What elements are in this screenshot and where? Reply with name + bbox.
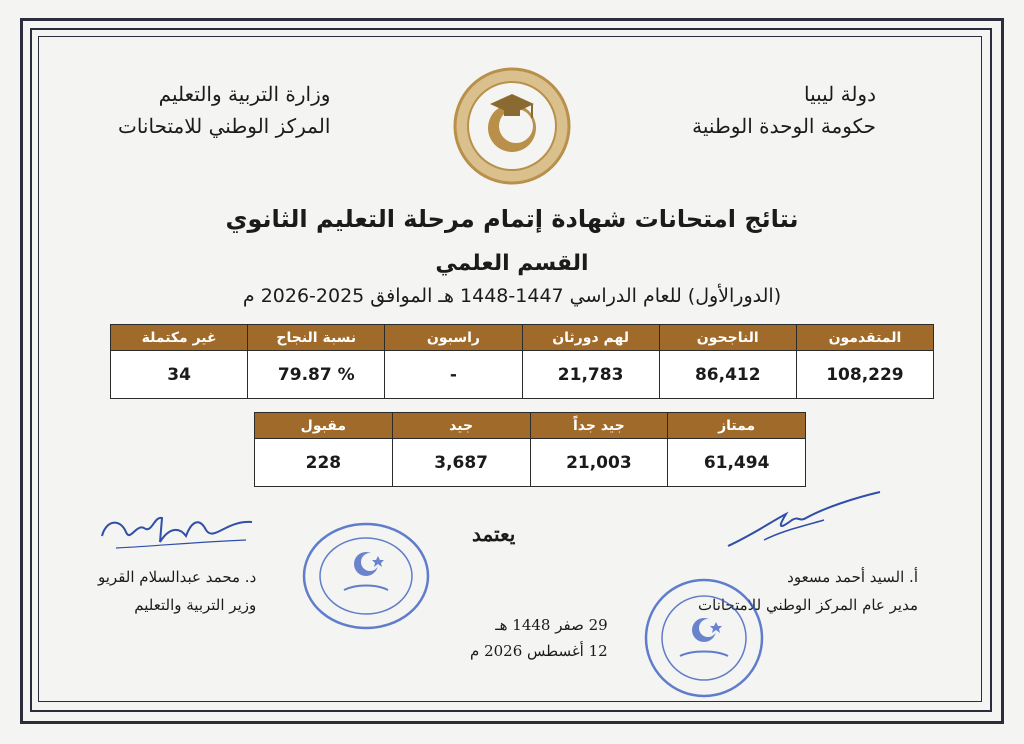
signature-right <box>724 490 884 552</box>
header-pass-rate: نسبة النجاح <box>248 325 385 351</box>
exam-center-logo-seal <box>452 66 572 186</box>
government-name: حكومة الوحدة الوطنية <box>692 114 876 138</box>
header-good: جيد <box>392 413 530 439</box>
ministry-name: وزارة التربية والتعليم <box>158 82 331 106</box>
value-failed: - <box>385 351 522 399</box>
section-title: القسم العلمي <box>435 251 589 276</box>
results-header-row <box>111 325 934 351</box>
header-left <box>118 78 330 142</box>
grades-value-row <box>255 439 806 487</box>
grades-header-row <box>255 413 806 439</box>
header-right <box>692 78 876 142</box>
signatory-right-name: أ. السيد أحمد مسعود <box>787 568 918 586</box>
signatory-left-name: د. محمد عبدالسلام القريو <box>98 568 257 586</box>
signatory-left <box>98 563 256 619</box>
header-acceptable: مقبول <box>255 413 393 439</box>
header-passed: الناجحون <box>659 325 796 351</box>
header-failed: راسبون <box>385 325 522 351</box>
date-hijri: 29 صفر 1448 هـ <box>495 616 608 634</box>
director-stamp <box>638 576 770 700</box>
signatory-right-title: مدير عام المركز الوطني للامتحانات <box>698 596 918 614</box>
header-excellent: ممتاز <box>668 413 806 439</box>
results-value-row <box>111 351 934 399</box>
value-acceptable: 228 <box>255 439 393 487</box>
session-line: (الدورالأول) للعام الدراسي 1447-1448 هـ الموافق 2025-2026 م <box>242 285 782 307</box>
issue-date <box>470 612 608 664</box>
value-passed: 86,412 <box>659 351 796 399</box>
value-incomplete: 34 <box>111 351 248 399</box>
value-second-round: 21,783 <box>522 351 659 399</box>
minister-stamp <box>300 520 432 632</box>
value-applicants: 108,229 <box>796 351 933 399</box>
value-pass-rate: % 79.87 <box>248 351 385 399</box>
state-name: دولة ليبيا <box>803 82 876 106</box>
exam-center-name: المركز الوطني للامتحانات <box>118 114 331 138</box>
approval-label: يعتمد <box>472 522 516 546</box>
value-very-good: 21,003 <box>530 439 668 487</box>
value-good: 3,687 <box>392 439 530 487</box>
header-very-good: جيد جداً <box>530 413 668 439</box>
header-incomplete: غير مكتملة <box>111 325 248 351</box>
grades-table <box>254 412 806 487</box>
header-applicants: المتقدمون <box>796 325 933 351</box>
document-title: نتائج امتحانات شهادة إتمام مرحلة التعليم الثانوي <box>225 205 799 233</box>
signatory-left-title: وزير التربية والتعليم <box>134 596 257 614</box>
header-second-round: لهم دورثان <box>522 325 659 351</box>
value-excellent: 61,494 <box>668 439 806 487</box>
results-table <box>110 324 934 399</box>
signature-left <box>96 506 256 556</box>
date-gregorian: 12 أغسطس 2026 م <box>470 642 608 660</box>
